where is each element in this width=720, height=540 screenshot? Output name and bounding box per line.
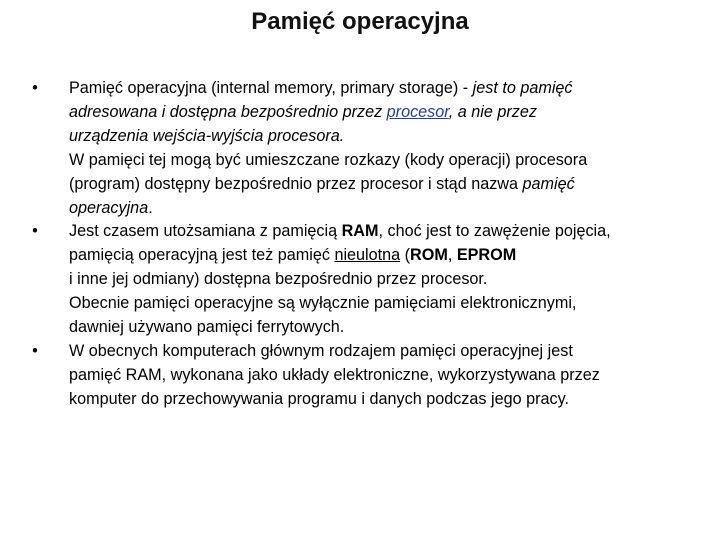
text-run: , a nie przez <box>448 102 537 121</box>
bullet-list <box>24 77 704 412</box>
text-run: adresowana i dostępna bezpośrednio przez <box>69 102 387 121</box>
text-line <box>69 292 704 316</box>
text-line <box>69 77 704 101</box>
text-line <box>69 244 704 268</box>
text-run: operacyjna <box>69 198 149 217</box>
text-line <box>69 316 704 340</box>
text-line <box>69 364 704 388</box>
bullet-dot: • <box>32 341 38 360</box>
term-text: Pamięć operacyjna <box>69 79 207 97</box>
text-line <box>69 173 704 197</box>
text-line <box>69 340 704 364</box>
text-run: RAM <box>341 222 379 241</box>
text-run: , <box>447 246 457 265</box>
bullet-dot: • <box>32 222 38 241</box>
text-run: W obecnych komputerach głównym rodzajem pamięci operacyjnej jest <box>69 341 573 360</box>
text-run: pamięcią operacyjną jest też pamięć <box>69 246 335 265</box>
text-line <box>69 268 704 292</box>
text-run: ( <box>400 246 411 265</box>
text-line <box>69 149 704 173</box>
text-run: (program) dostępny bezpośrednio przez procesor i stąd nazwa <box>69 174 523 193</box>
text-run: . <box>148 198 153 217</box>
bullet-item <box>24 340 704 412</box>
text-run: jest to pamięć <box>472 79 573 97</box>
text-run: ROM <box>410 246 448 265</box>
text-run: i inne jej odmiany) dostępna bezpośrednio przez procesor. <box>69 270 488 289</box>
text-run: (internal memory, primary storage) - <box>206 79 473 97</box>
text-run: komputer do przechowywania programu i danych podczas jego pracy. <box>69 389 569 408</box>
text-line <box>69 388 704 412</box>
page-title: Pamięć operacyjna <box>251 8 469 35</box>
text-line <box>69 197 704 221</box>
nieulotna-link[interactable]: nieulotna <box>334 246 401 265</box>
text-run: EPROM <box>456 246 517 265</box>
text-line <box>69 125 704 149</box>
bullet-dot: • <box>32 79 38 97</box>
text-run: Jest czasem utożsamiana z pamięcią <box>69 222 342 241</box>
text-run: , choć jest to zawężenie pojęcia, <box>378 222 611 241</box>
text-run: pamięć <box>522 174 575 193</box>
bullet-item <box>24 77 704 220</box>
procesor-link[interactable]: procesor <box>386 102 449 121</box>
text-line <box>69 220 704 244</box>
text-run: Obecnie pamięci operacyjne są wyłącznie pamięciami elektronicznymi, <box>69 294 577 313</box>
text-run: pamięć RAM, wykonana jako układy elektroniczne, wykorzystywana przez <box>69 365 600 384</box>
bullet-item <box>24 220 704 340</box>
text-run: urządzenia wejścia-wyjścia procesora. <box>69 126 345 145</box>
text-line <box>69 101 704 125</box>
text-run: W pamięci tej mogą być umieszczane rozkazy (kody operacji) procesora <box>69 150 588 169</box>
text-run: dawniej używano pamięci ferrytowych. <box>69 318 345 337</box>
